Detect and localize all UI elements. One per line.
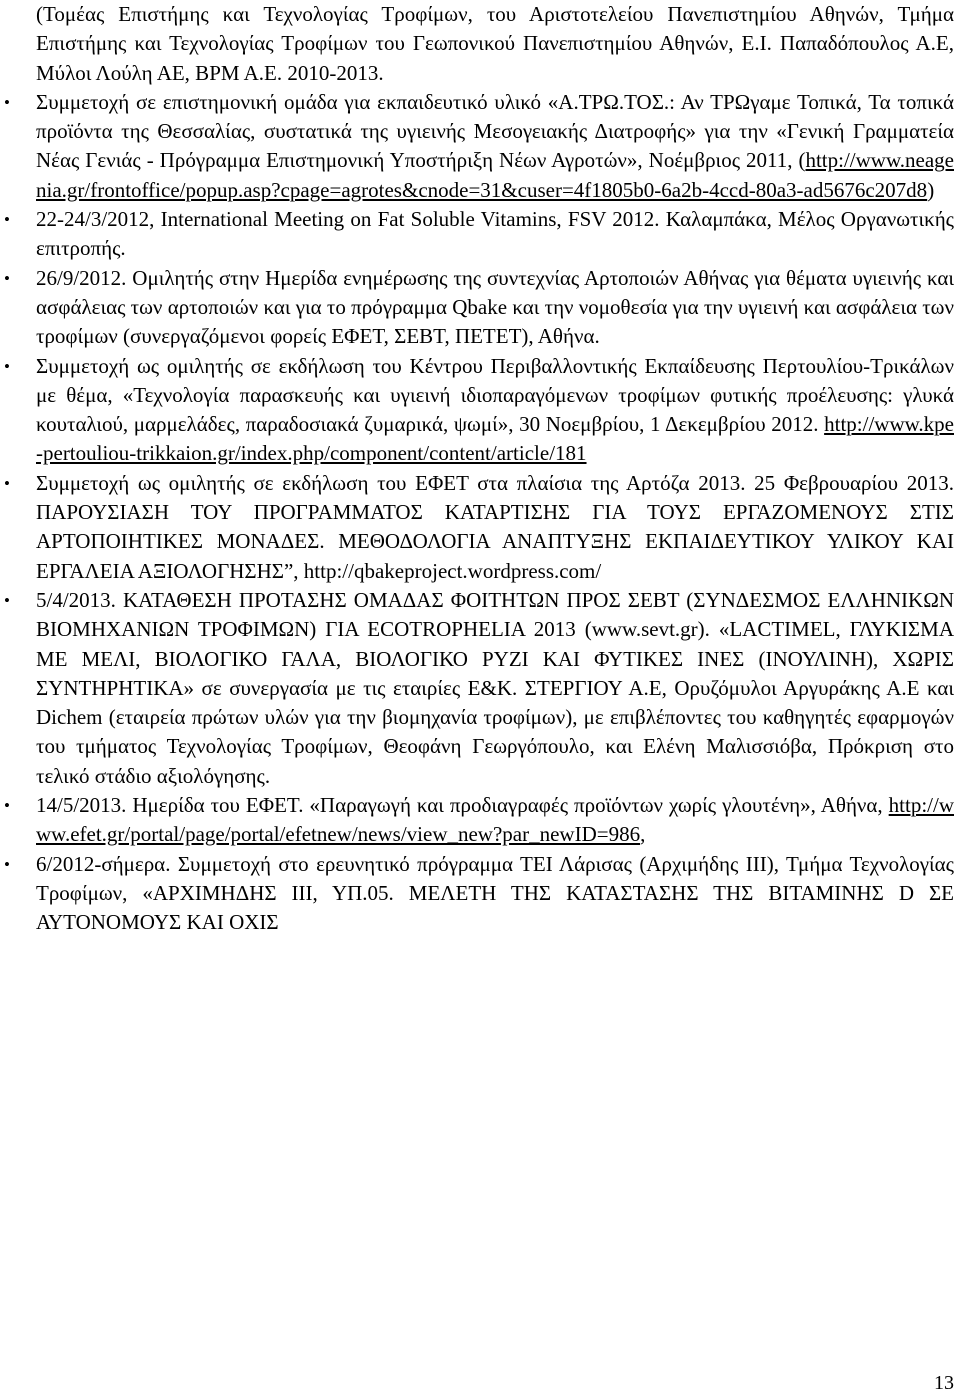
- bullet-list: [4, 88, 954, 938]
- list-item-text: Συμμετοχή σε επιστημονική ομάδα για εκπαιδευτικό υλικό «Α.ΤΡΩ.ΤΟΣ.: Αν ΤΡΩγαμε Τοπικά, Τα τοπικά προϊόντα της Θεσσαλίας, συστατικά της υγιεινής Μεσογειακής Διατροφής» για την «Γενική Γραμματεία Νέας Γενιάς - Πρόγραμμα Επιστημονική Υποστήριξη Νέων Αγροτών», Νοέμβριος 2011, (: [36, 89, 954, 173]
- list-item-text: Συμμετοχή ως ομιλητής σε εκδήλωση του Κέντρου Περιβαλλοντικής Εκπαίδευσης Περτουλίου-Τρικάλων με θέμα, «Τεχνολογία παρασκευής και υγιεινή ιδιοπαραγόμενων τροφίμων φυτικής προέλευσης: γλυκά κουταλιού, μαρμελάδες, παραδοσιακά ζυμαρικά, ψωμί», 30 Νοεμβρίου, 1 Δεκεμβρίου 2012.: [36, 353, 954, 437]
- bullet-icon: •: [4, 473, 10, 493]
- list-item-text-after: ): [927, 177, 935, 202]
- list-item-link[interactable]: http://www.kpe-pertouliou-trikkaion.gr/index.php/component/content/article/181: [36, 412, 954, 466]
- list-item: [4, 469, 954, 586]
- list-item-text: 14/5/2013. Ημερίδα του ΕΦΕΤ. «Παραγωγή και προδιαγραφές προϊόντων χωρίς γλουτένη», Αθήνα,: [36, 793, 883, 818]
- list-item: [4, 586, 954, 791]
- bullet-icon: •: [4, 92, 10, 112]
- document-body: [4, 0, 954, 938]
- list-item: [4, 791, 954, 850]
- bullet-icon: •: [4, 796, 10, 816]
- list-item-text-after: ,: [640, 822, 646, 847]
- list-item-text: Συμμετοχή ως ομιλητής σε εκδήλωση του ΕΦΕΤ στα πλαίσια της Αρτόζα 2013. 25 Φεβρουαρίου 2013. ΠΑΡΟΥΣΙΑΣΗ ΤΟΥ ΠΡΟΓΡΑΜΜΑΤΟΣ ΚΑΤΑΡΤΙΣΗΣ ΓΙΑ ΤΟΥΣ ΕΡΓΑΖΟΜΕΝΟΥΣ ΣΤΙΣ ΑΡΤΟΠΟΙΗΤΙΚΕΣ ΜΟΝΑΔΕΣ. ΜΕΘΟΔΟΛΟΓΙΑ ΑΝΑΠΤΥΞΗΣ ΕΚΠΑΙΔΕΥΤΙΚΟΥ ΥΛΙΚΟΥ ΚΑΙ ΕΡΓΑΛΕΙΑ ΑΞΙΟΛΟΓΗΣΗΣ”, http://qbakeproject.wordpress.com/: [36, 470, 954, 583]
- bullet-icon: •: [4, 210, 10, 230]
- list-item-text: 26/9/2012. Ομιλητής στην Ημερίδα ενημέρωσης της συντεχνίας Αρτοποιών Αθήνας για θέματα υγιεινής και ασφάλειας των αρτοποιών και για το πρόγραμμα Qbake και την νομοθεσία για την υγιεινή και ασφάλεια των τροφίμων (συνεργαζόμενοι φορείς ΕΦΕΤ, ΣΕΒΤ, ΠΕΤΕΤ), Αθήνα.: [36, 265, 954, 349]
- list-item: [4, 205, 954, 264]
- bullet-icon: •: [4, 356, 10, 376]
- bullet-icon: •: [4, 268, 10, 288]
- bullet-icon: •: [4, 590, 10, 610]
- list-item: [4, 264, 954, 352]
- list-item-text: 6/2012-σήμερα. Συμμετοχή στο ερευνητικό πρόγραμμα ΤΕΙ Λάρισας (Αρχιμήδης ΙΙΙ), Τμήμα Τεχνολογίας Τροφίμων, «ΑΡΧΙΜΗΔΗΣ ΙΙΙ, ΥΠ.05. ΜΕΛΕΤΗ ΤΗΣ ΚΑΤΑΣΤΑΣΗΣ ΤΗΣ ΒΙΤΑΜΙΝΗΣ D ΣΕ ΑΥΤΟΝΟΜΟΥΣ ΚΑΙ ΟΧΙΣ: [36, 851, 954, 935]
- bullet-icon: •: [4, 854, 10, 874]
- intro-paragraph: (Τομέας Επιστήμης και Τεχνολογίας Τροφίμων, του Αριστοτελείου Πανεπιστημίου Αθηνών, Τμήμα Επιστήμης και Τεχνολογίας Τροφίμων του Γεωπονικού Πανεπιστημίου Αθηνών, Ε.Ι. Παπαδόπουλος Α.Ε, Μύλοι Λούλη ΑΕ, ΒΡΜ Α.Ε. 2010-2013.: [36, 2, 954, 85]
- list-item: [4, 88, 954, 205]
- list-item-link[interactable]: http://www.efet.gr/portal/page/portal/efetnew/news/view_new?par_newID=986: [36, 793, 954, 847]
- list-item-link[interactable]: http://www.neagenia.gr/frontoffice/popup.asp?cpage=agrotes&cnode=31&cuser=4f1805b0-6a2b-4ccd-80a3-ad5676c207d8: [36, 148, 954, 202]
- list-item: [4, 850, 954, 938]
- list-item-text: 22-24/3/2012, International Meeting on Fat Soluble Vitamins, FSV 2012. Καλαμπάκα, Μέλος Οργανωτικής επιτροπής.: [36, 207, 954, 261]
- list-item-text: 5/4/2013. ΚΑΤΑΘΕΣΗ ΠΡΟΤΑΣΗΣ ΟΜΑΔΑΣ ΦΟΙΤΗΤΩΝ ΠΡΟΣ ΣΕΒΤ (ΣΥΝΔΕΣΜΟΣ ΕΛΛΗΝΙΚΩΝ ΒΙΟΜΗΧΑΝΙΩΝ ΤΡΟΦΙΜΩΝ) ΓΙΑ ECOTROPHELIA 2013 (www.sevt.gr). «LACTIMEL, ΓΛΥΚΙΣΜΑ ΜΕ ΜΕΛΙ, ΒΙΟΛΟΓΙΚΟ ΓΑΛΑ, ΒΙΟΛΟΓΙΚΟ ΡΥΖΙ ΚΑΙ ΦΥΤΙΚΕΣ ΙΝΕΣ (ΙΝΟΥΛΙΝΗ), ΧΩΡΙΣ ΣΥΝΤΗΡΗΤΙΚΑ» σε συνεργασία με τις εταιρίες Ε&Κ. ΣΤΕΡΓΙΟΥ Α.Ε, Ορυζόμυλοι Αργυράκης Α.Ε και Dichem (εταιρεία πρώτων υλών για την βιομηχανία τροφίμων), με επιβλέποντες του καθηγητές εφαρμογών του τμήματος Τεχνολογίας Τροφίμων, Θεοφάνη Γεωργόπουλο, και Ελένη Μαλισσιόβα, Πρόκριση στο τελικό στάδιο αξιολόγησης.: [36, 587, 954, 788]
- list-item: [4, 352, 954, 469]
- page-number: 13: [934, 1372, 954, 1394]
